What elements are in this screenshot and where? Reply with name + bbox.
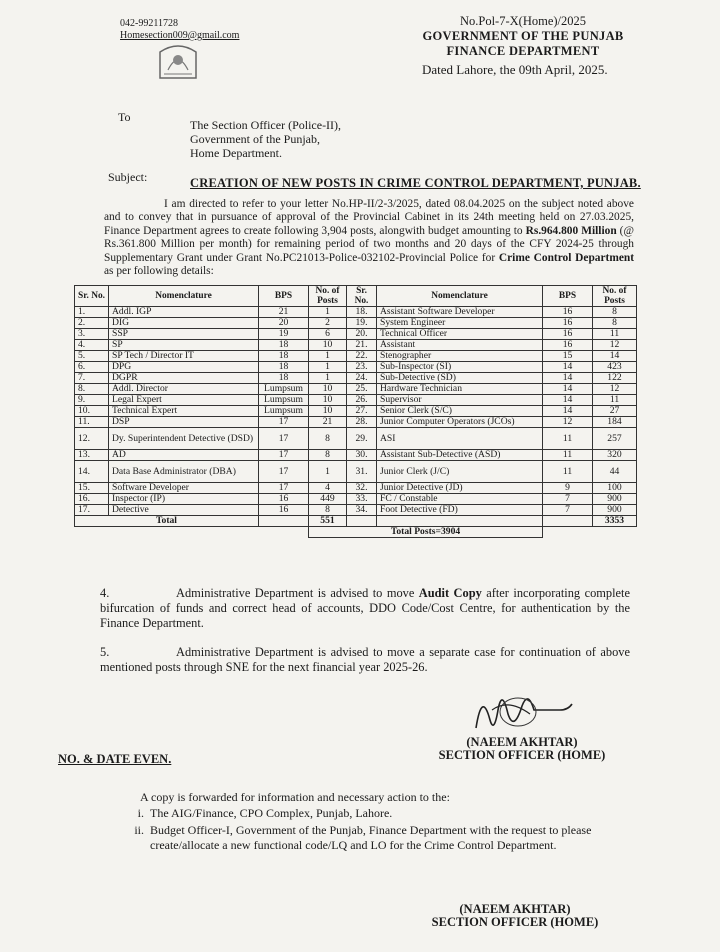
para-text: Administrative Department is advised to move a separate case for continuation of above mentioned posts through SNE for the next financial year 2025-26. [100,645,630,674]
table-cell: 18 [259,351,309,362]
signatory-title: SECTION OFFICER (HOME) [438,748,606,762]
table-cell: 14 [543,362,593,373]
endorsement-label: NO. & DATE EVEN. [58,752,172,766]
grand-total-row [75,527,637,538]
table-row [75,351,637,362]
table-cell: 11 [543,450,593,461]
table-cell: 33. [347,494,377,505]
table-body-tail [75,483,637,516]
table-cell: DPG [109,362,259,373]
email-address: Homesection009@gmail.com [120,30,240,41]
table-cell: Assistant [377,340,543,351]
table-cell: 16 [259,505,309,516]
table-row [75,494,637,505]
column-header: Nomenclature [109,286,259,307]
table-cell: 122 [593,373,637,384]
table-cell: AD [109,450,259,461]
table-cell: 900 [593,494,637,505]
table-cell: 1 [309,351,347,362]
table-cell: 16 [543,329,593,340]
phone-number: 042-99211728 [120,18,178,29]
letter-date: Dated Lahore, the 09th April, 2025. [422,62,608,77]
table-cell: 6. [75,362,109,373]
table-cell: 3. [75,329,109,340]
table-cell: 100 [593,483,637,494]
para-number: 5. [100,645,110,659]
table-cell: 12 [543,417,593,428]
table-cell: 8 [593,307,637,318]
table-cell: 32. [347,483,377,494]
table-cell: 6 [309,329,347,340]
addressee-line: Home Department. [190,146,282,160]
table-cell [377,516,543,527]
table-total-row [75,516,637,527]
table-cell: Addl. IGP [109,307,259,318]
table-cell: 11 [593,329,637,340]
table-cell: Lumpsum [259,395,309,406]
table-header-row [75,286,637,307]
table-cell: 17 [259,450,309,461]
table-cell: 14 [543,406,593,417]
table-cell: Technical Officer [377,329,543,340]
table-cell: Hardware Technician [377,384,543,395]
table-cell: 17 [259,461,309,483]
table-cell: 26. [347,395,377,406]
table-cell: 449 [309,494,347,505]
table-cell: 12 [593,340,637,351]
endorsement-intro: A copy is forwarded for information and necessary action to the: [140,790,450,804]
table-cell: 15. [75,483,109,494]
table-cell: 7. [75,373,109,384]
para-text: I am directed to refer to your letter No.HP-II/2-3/2025, dated 08.04.2025 on the subject noted above and to convey that in pursuance of approval of the Provincial Cabinet in its 24th meeting held on 27.03.2025, Finance Department agrees to create following 3,904 posts, alongwith budget amounting to [104,198,634,237]
table-cell: FC / Constable [377,494,543,505]
table-cell: 20 [259,318,309,329]
government-name: GOVERNMENT OF THE PUNJAB [422,29,624,43]
table-cell: 8 [309,450,347,461]
table-cell: 18. [347,307,377,318]
column-header: Sr. No. [347,286,377,307]
table-row [75,373,637,384]
table-cell: 16 [543,340,593,351]
table-cell: 44 [593,461,637,483]
table-cell: 4. [75,340,109,351]
table-cell: 17 [259,417,309,428]
table-cell: 10. [75,406,109,417]
column-header: BPS [259,286,309,307]
copy-list-item [122,823,632,853]
table-body [75,307,637,483]
table-cell: 30. [347,450,377,461]
table-row [75,384,637,395]
table-cell: SSP [109,329,259,340]
column-header: No. of Posts [593,286,637,307]
item-number: i. [137,806,144,820]
table-cell: 16. [75,494,109,505]
audit-copy: Audit Copy [418,586,482,600]
table-cell: Lumpsum [259,406,309,417]
table-row [75,307,637,318]
table-row [75,318,637,329]
table-row [75,362,637,373]
signatory-title: SECTION OFFICER (HOME) [431,915,599,929]
table-cell: Lumpsum [259,384,309,395]
para-text: Administrative Department is advised to move [176,586,419,600]
table-cell: 27. [347,406,377,417]
table-cell: 11 [543,461,593,483]
item-text: The AIG/Finance, CPO Complex, Punjab, Lahore. [150,806,393,820]
table-cell: 11 [593,395,637,406]
table-cell: Dy. Superintendent Detective (DSD) [109,428,259,450]
budget-amount: Rs.964.800 Million [525,224,617,237]
column-header: Nomenclature [377,286,543,307]
table-cell: Sub-Detective (SD) [377,373,543,384]
department-bold: Crime Control Department [498,251,634,264]
table-cell: 1 [309,362,347,373]
total-left: 551 [309,516,347,527]
table-cell: Technical Expert [109,406,259,417]
table-cell: Junior Detective (JD) [377,483,543,494]
table-cell: 24. [347,373,377,384]
table-cell: Senior Clerk (S/C) [377,406,543,417]
column-header: No. of Posts [309,286,347,307]
letter-heading [408,14,638,59]
table-cell [259,516,309,527]
grand-total: Total Posts=3904 [309,527,543,538]
column-header: Sr. No. [75,286,109,307]
table-cell: 8 [309,505,347,516]
subject-text: CREATION OF NEW POSTS IN CRIME CONTROL DEPARTMENT, PUNJAB. [190,176,641,190]
table-cell: 21 [309,417,347,428]
table-cell: Data Base Administrator (DBA) [109,461,259,483]
table-cell: 21. [347,340,377,351]
punjab-government-logo-icon [156,38,200,82]
table-cell: 13. [75,450,109,461]
table-cell: 1. [75,307,109,318]
signatory-name: (NAEEM AKHTAR) [466,735,578,749]
table-cell: 19 [259,329,309,340]
addressee-block [190,118,341,160]
reference-number: No.Pol-7-X(Home)/2025 [459,14,587,28]
table-cell: 20. [347,329,377,340]
total-right: 3353 [593,516,637,527]
paragraph-5 [100,645,630,675]
table-cell: 15 [543,351,593,362]
department-name: FINANCE DEPARTMENT [446,44,600,58]
table-cell: 14 [543,373,593,384]
table-cell: 1 [309,373,347,384]
table-cell: 4 [309,483,347,494]
table-cell: Stenographer [377,351,543,362]
table-cell: Inspector (IP) [109,494,259,505]
table-cell: 257 [593,428,637,450]
table-cell: ASI [377,428,543,450]
table-cell: 12. [75,428,109,450]
column-header: BPS [543,286,593,307]
table-cell: 28. [347,417,377,428]
table-cell: 18 [259,373,309,384]
table-cell: 900 [593,505,637,516]
total-label: Total [75,516,259,527]
table-cell: Foot Detective (FD) [377,505,543,516]
table-row [75,428,637,450]
handwritten-signature-icon [468,680,578,740]
table-cell: 10 [309,406,347,417]
table-cell: Assistant Software Developer [377,307,543,318]
to-label: To [118,110,131,124]
table-cell: 14. [75,461,109,483]
table-cell: 1 [309,461,347,483]
table-cell: 18 [259,362,309,373]
table-cell: 7 [543,494,593,505]
table-cell: 34. [347,505,377,516]
table-cell: 7 [543,505,593,516]
table-cell: 11 [543,428,593,450]
table-cell: Supervisor [377,395,543,406]
table-cell: DIG [109,318,259,329]
table-row [75,406,637,417]
table-cell [347,516,377,527]
table-row [75,483,637,494]
table-cell: 22. [347,351,377,362]
table-cell: DSP [109,417,259,428]
table-cell: 8 [593,318,637,329]
table-cell: 12 [593,384,637,395]
table-cell [543,527,637,538]
table-cell: System Engineer [377,318,543,329]
table-row [75,395,637,406]
addressee-line: Government of the Punjab, [190,132,320,146]
table-cell: 423 [593,362,637,373]
table-cell: 8. [75,384,109,395]
table-cell: Junior Computer Operators (JCOs) [377,417,543,428]
copy-list-item [122,806,392,821]
table-cell: 10 [309,395,347,406]
table-cell: 29. [347,428,377,450]
main-paragraph [104,198,634,278]
table-cell: 9. [75,395,109,406]
table-cell: SP [109,340,259,351]
table-cell: 2 [309,318,347,329]
signatory-name: (NAEEM AKHTAR) [459,902,571,916]
table-cell: Addl. Director [109,384,259,395]
table-cell: 16 [259,494,309,505]
table-cell: 2. [75,318,109,329]
posts-table [74,285,637,538]
table-cell: Assistant Sub-Detective (ASD) [377,450,543,461]
table-cell: 14 [543,384,593,395]
table-cell: Legal Expert [109,395,259,406]
table-cell: 184 [593,417,637,428]
paragraph-4 [100,586,630,631]
table-cell: 25. [347,384,377,395]
table-cell: 16 [543,307,593,318]
table-cell: 17. [75,505,109,516]
table-cell: Software Developer [109,483,259,494]
table-cell: 9 [543,483,593,494]
table-cell: 1 [309,307,347,318]
table-cell: 10 [309,384,347,395]
table-cell: 31. [347,461,377,483]
table-cell: 14 [593,351,637,362]
table-cell: DGPR [109,373,259,384]
table-cell: 14 [543,395,593,406]
table-cell: Detective [109,505,259,516]
table-row [75,340,637,351]
table-row [75,329,637,340]
table-row [75,450,637,461]
item-text: Budget Officer-I, Government of the Punjab, Finance Department with the request to please create/allocate a new functional code/LQ and LO for the Crime Control Department. [150,823,592,852]
table-cell: 10 [309,340,347,351]
signature-block-1 [432,736,612,762]
table-row [75,505,637,516]
table-row [75,461,637,483]
table-cell: 27 [593,406,637,417]
table-cell: Junior Clerk (J/C) [377,461,543,483]
signature-block-2 [425,903,605,929]
table-cell: Sub-Inspector (SI) [377,362,543,373]
para-text: after incorporating complete bifurcation of funds and correct head of accounts, DDO Code/Cost Centre, for authentication by the Finance Department. [100,586,630,630]
table-cell [75,527,309,538]
para-number: 4. [100,586,110,600]
subject-label: Subject: [108,170,148,184]
para-text: (@ Rs.361.800 Million per month) for remaining period of two months and 20 days of the CFY 2024-25 through Supplementary Grant under Grant No.PC21013-Police-032102-Provincial Police for [104,224,634,264]
table-cell: 320 [593,450,637,461]
table-cell: 23. [347,362,377,373]
table-cell: 17 [259,483,309,494]
table-row [75,417,637,428]
table-cell: 18 [259,340,309,351]
table-cell: 17 [259,428,309,450]
table-cell: 5. [75,351,109,362]
table-cell: 11. [75,417,109,428]
addressee-line: The Section Officer (Police-II), [190,118,342,132]
item-number: ii. [134,823,144,837]
table-cell [543,516,593,527]
table-cell: SP Tech / Director IT [109,351,259,362]
para-text: as per following details: [104,265,214,278]
table-cell: 19. [347,318,377,329]
table-cell: 8 [309,428,347,450]
table-cell: 21 [259,307,309,318]
table-cell: 16 [543,318,593,329]
